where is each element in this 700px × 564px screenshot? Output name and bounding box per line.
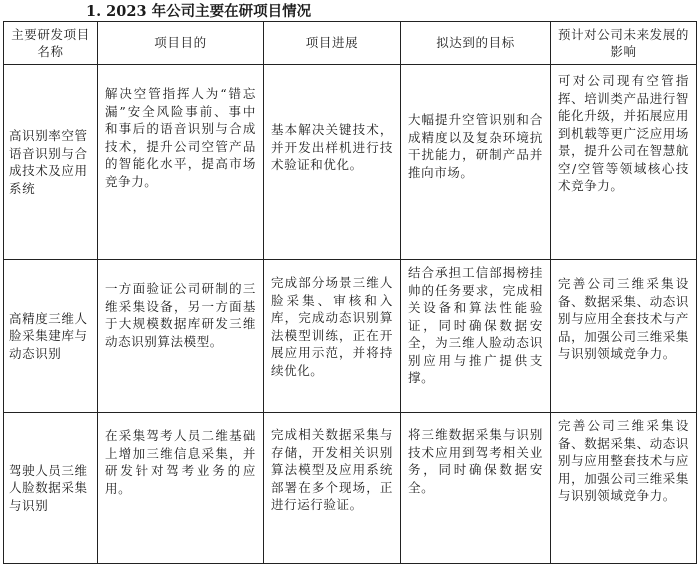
cell-progress — [264, 413, 401, 564]
header-label: 预计对公司未来发展的影响 — [557, 26, 689, 59]
cell-text: 完善公司三维采集设备、数据采集、动态识别与应用整套技术与应用，加强公司三维采集与识别领域竞争力。 — [558, 418, 690, 503]
table-row — [4, 413, 697, 564]
cell-text: 结合承担工信部揭榜挂帅的任务要求，完成相关设备和算法性能验证，同时确保数据安全，为三维人脸动态识别应用与推广提供支撑。 — [408, 265, 543, 385]
cell-project-name — [4, 260, 98, 413]
cell-progress — [264, 65, 401, 260]
header-label: 拟达到的目标 — [436, 35, 515, 51]
header-label: 项目进展 — [305, 35, 359, 51]
cell-text: 基本解决关键技术，并开发出样机进行技术验证和优化。 — [271, 122, 393, 172]
header-goal — [401, 22, 551, 65]
header-purpose — [98, 22, 264, 65]
cell-purpose — [98, 260, 264, 413]
header-project-name — [4, 22, 98, 65]
cell-impact — [551, 260, 697, 413]
cell-impact — [551, 65, 697, 260]
cell-text: 可对公司现有空管指挥、培训类产品进行智能化升级，并拓展应用到机载等更广泛应用场景，提升公司在智慧航空/空管等领域核心技术竞争力。 — [558, 73, 690, 193]
section-title: 1. 2023 年公司主要在研项目情况 — [86, 3, 312, 20]
rd-projects-table — [3, 21, 697, 564]
cell-impact — [551, 413, 697, 564]
cell-text: 高识别率空管语音识别与合成技术及应用系统 — [9, 128, 88, 196]
cell-goal — [401, 413, 551, 564]
cell-text: 解决空管指挥人为“错忘漏”安全风险事前、事中和事后的语音识别与合成技术，提升公司空管产品的智能化水平，提高市场竞争力。 — [105, 86, 256, 189]
cell-goal — [401, 260, 551, 413]
cell-text: 完成部分场景三维人脸采集、审核和入库，完成动态识别算法模型训练，正在开展应用示范，并将持续优化。 — [271, 275, 393, 378]
cell-goal — [401, 65, 551, 260]
table-row — [4, 260, 697, 413]
cell-purpose — [98, 413, 264, 564]
header-label: 项目目的 — [154, 35, 207, 51]
cell-progress — [264, 260, 401, 413]
cell-purpose — [98, 65, 264, 260]
cell-text: 一方面验证公司研制的三维采集设备，另一方面基于大规模数据库研发三维动态识别算法模型。 — [105, 281, 256, 349]
header-progress — [264, 22, 401, 65]
header-impact — [551, 22, 697, 65]
cell-text: 大幅提升空管识别和合成精度以及复杂环境抗干扰能力，研制产品并推向市场。 — [408, 112, 543, 180]
cell-project-name — [4, 65, 98, 260]
cell-text: 完成相关数据采集与存储，开发相关识别算法模型及应用系统部署在多个现场，正进行运行验证。 — [271, 427, 393, 512]
cell-project-name — [4, 413, 98, 564]
cell-text: 高精度三维人脸采集建库与动态识别 — [9, 310, 88, 361]
table-row — [4, 65, 697, 260]
cell-text: 驾驶人员三维人脸数据采集与识别 — [9, 462, 88, 513]
header-label: 主要研发项目名称 — [11, 26, 90, 59]
cell-text: 完善公司三维采集设备、数据采集、动态识别与应用全套技术与产品，加强公司三维采集与识别领域竞争力。 — [558, 276, 690, 361]
cell-text: 将三维数据采集与识别技术应用到驾考相关业务，同时确保数据安全。 — [408, 427, 543, 495]
cell-text: 在采集驾考人员二维基础上增加三维信息采集，并研发针对驾考业务的应用。 — [105, 428, 256, 496]
table-header-row — [4, 22, 697, 65]
